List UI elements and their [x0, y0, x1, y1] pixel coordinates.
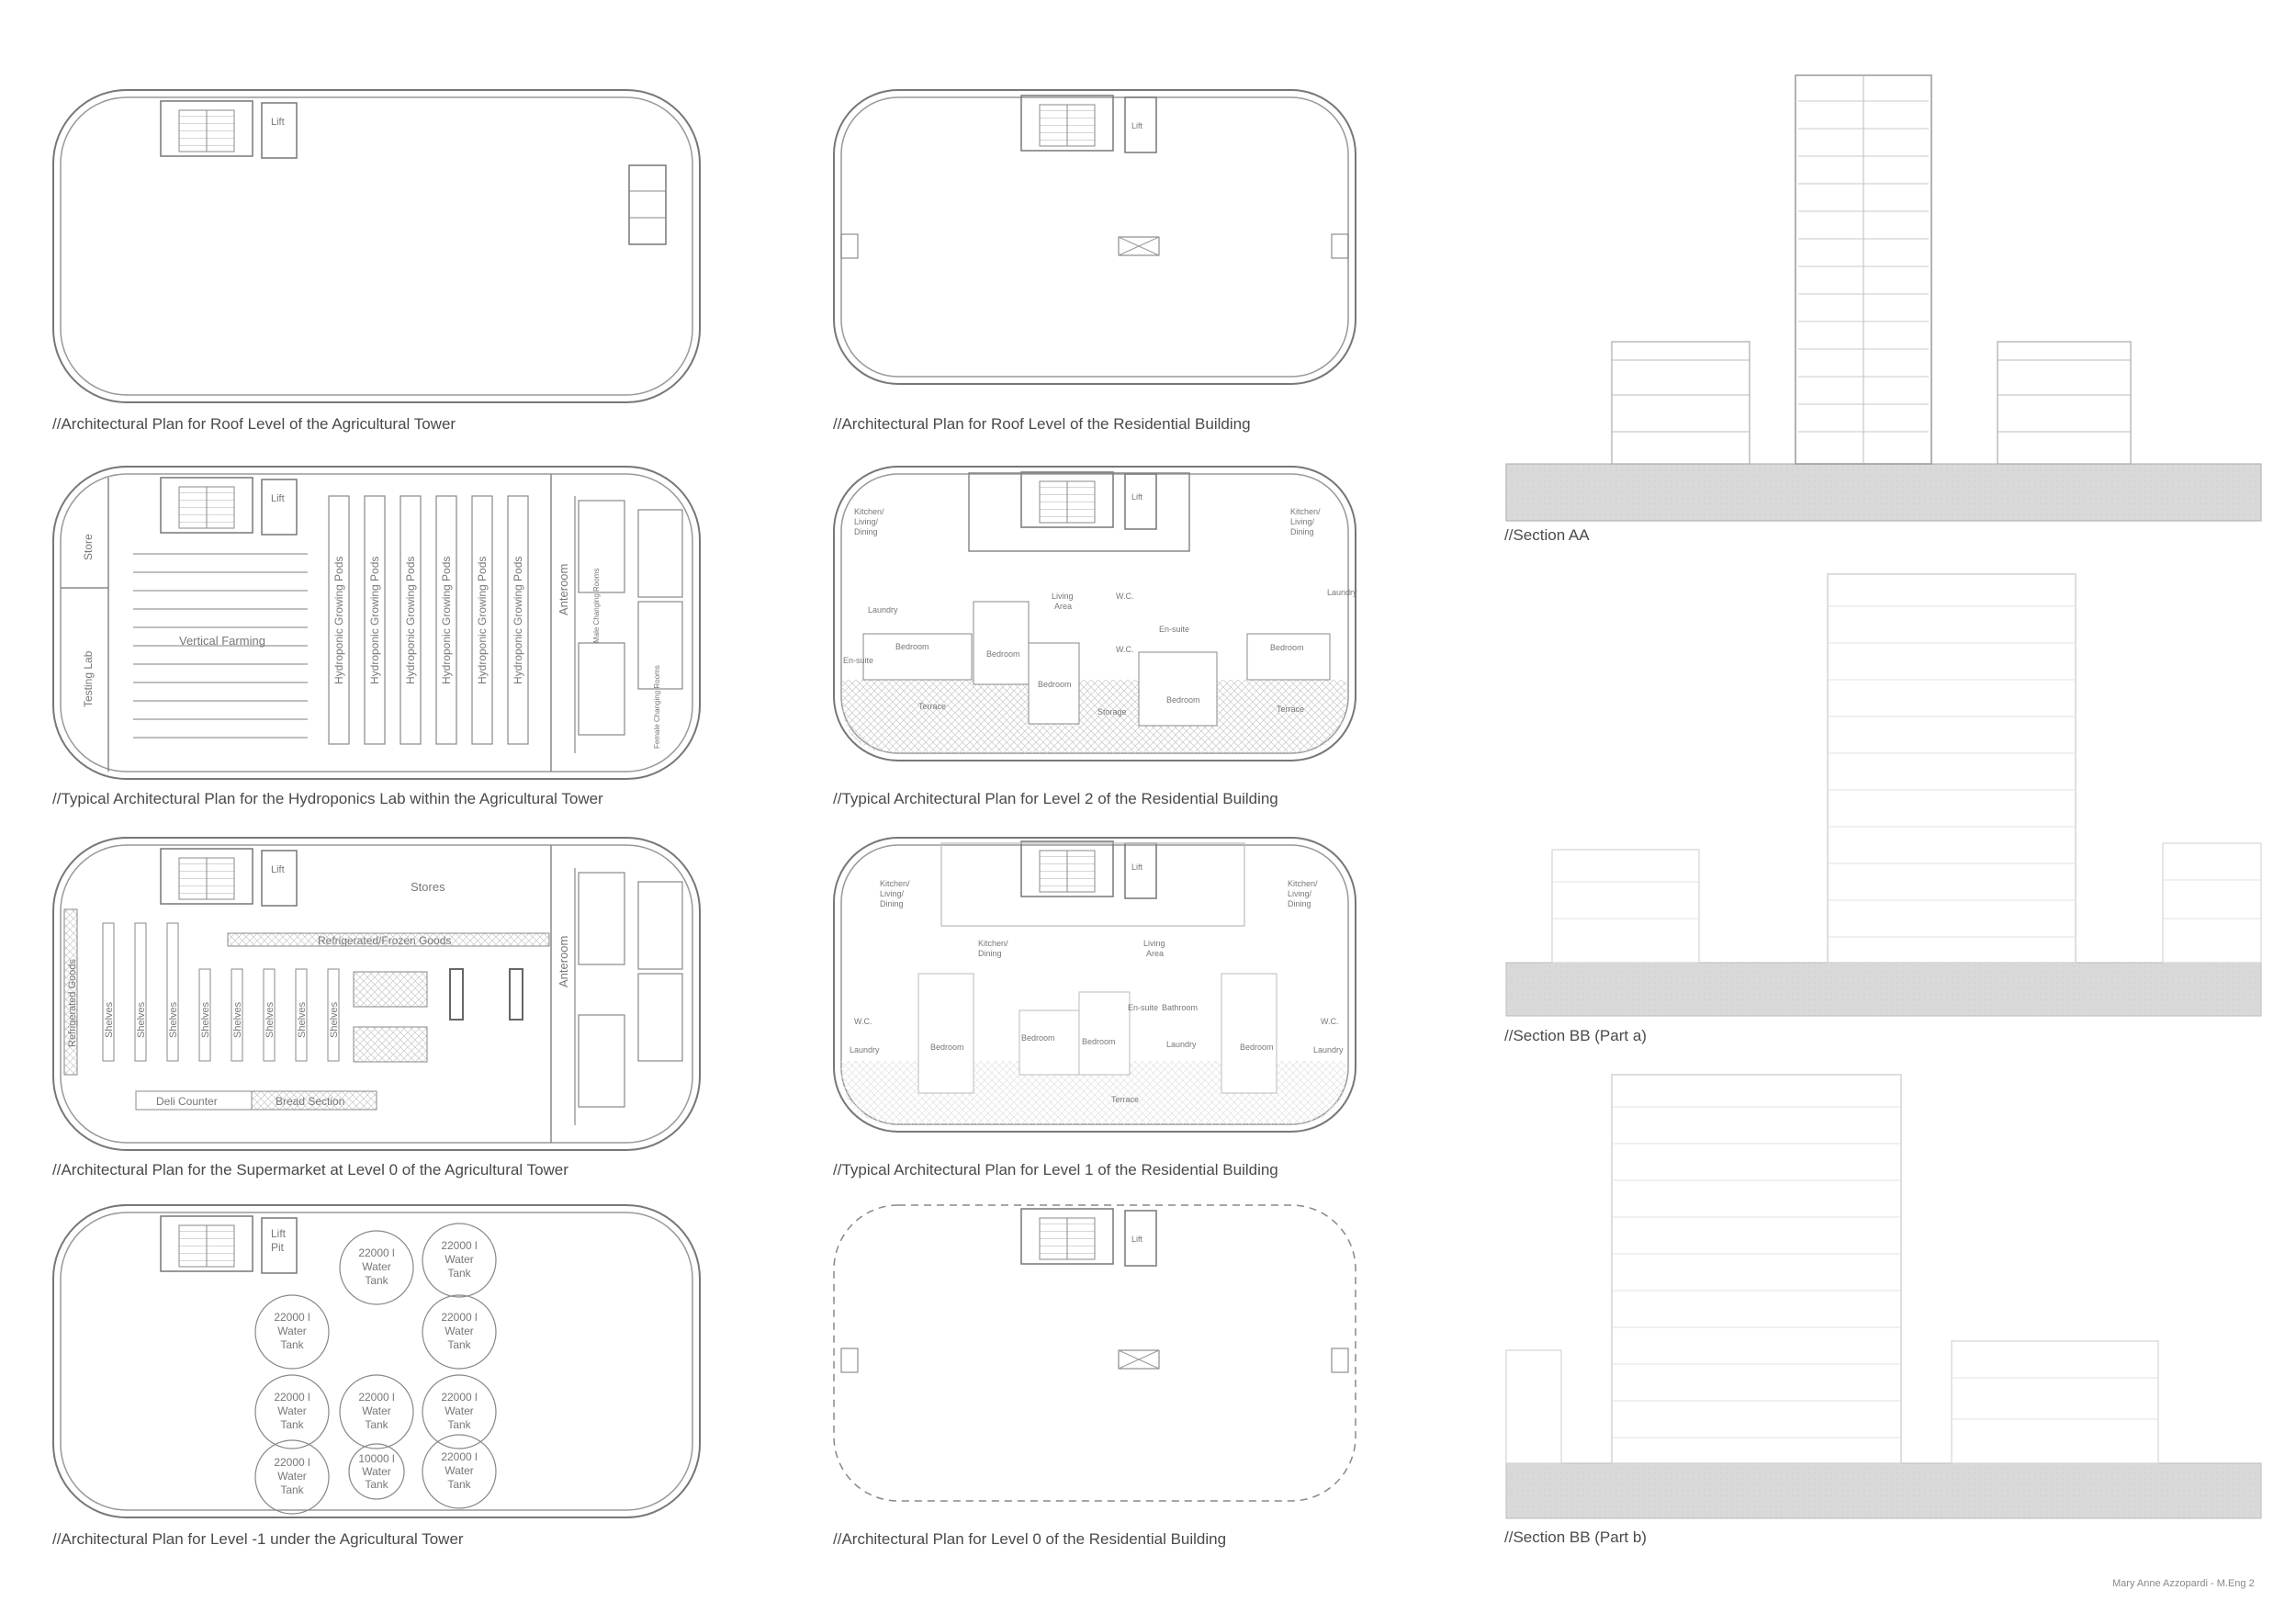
- caption-ag-roof: //Architectural Plan for Roof Level of the Agricultural Tower: [52, 415, 456, 433]
- shelves-label: Shelves: [200, 1001, 211, 1038]
- kitchen-label: Kitchen/: [854, 507, 884, 516]
- caption-res-roof: //Architectural Plan for Roof Level of the Residential Building: [833, 415, 1251, 433]
- tank-water: Water: [362, 1465, 391, 1478]
- tank-word: Tank: [365, 1418, 388, 1431]
- bedroom-label: Bedroom: [986, 649, 1020, 659]
- tank-cap: 22000 l: [274, 1311, 310, 1324]
- bedroom-label: Bedroom: [1038, 680, 1072, 689]
- living-label: Living: [1143, 939, 1165, 948]
- caption-res-level-1: //Typical Architectural Plan for Level 1 of the Residential Building: [833, 1161, 1278, 1179]
- plan-res-roof: [834, 90, 1356, 384]
- kitchen-label: Dining: [1290, 527, 1314, 536]
- stores-label: Stores: [411, 880, 445, 894]
- tank-word: Tank: [447, 1418, 471, 1431]
- testing-lab-label: Testing Lab: [82, 650, 95, 707]
- plan-res-level-1: [834, 838, 1356, 1132]
- tank-water: Water: [445, 1325, 474, 1337]
- pod-label-4: Hydroponic Growing Pods: [440, 556, 453, 684]
- wc-label: W.C.: [1116, 592, 1134, 601]
- shelves-label: Shelves: [232, 1001, 243, 1038]
- lift-label: Lift: [1131, 1235, 1143, 1244]
- vertical-farming-label: Vertical Farming: [179, 634, 265, 648]
- tank-cap: 22000 l: [441, 1391, 478, 1404]
- male-changing-label: Male Changing Rooms: [592, 568, 601, 643]
- section-bb-part-a: [1506, 574, 2261, 1016]
- tank-word: Tank: [365, 1274, 388, 1287]
- tank-word: Tank: [280, 1338, 304, 1351]
- living-label: Area: [1054, 602, 1073, 611]
- section-aa: [1506, 75, 2261, 521]
- tank-water: Water: [277, 1470, 307, 1483]
- tank-word: Tank: [365, 1478, 388, 1491]
- female-changing-label: Female Changing Rooms: [653, 665, 661, 749]
- tank-water: Water: [277, 1404, 307, 1417]
- tank-cap: 22000 l: [441, 1450, 478, 1463]
- terrace-label: Terrace: [1277, 705, 1305, 714]
- tank-cap: 22000 l: [274, 1456, 310, 1469]
- kitchen-label: Living/: [1288, 889, 1312, 898]
- plan-ag-supermarket: [53, 838, 700, 1150]
- bedroom-label: Bedroom: [930, 1043, 964, 1052]
- tank-word: Tank: [280, 1418, 304, 1431]
- bread-section-label: Bread Section: [276, 1095, 345, 1108]
- tank-water: Water: [445, 1253, 474, 1266]
- ensuite-label: En-suite: [843, 656, 874, 665]
- kitchen-label: Living/: [1290, 517, 1315, 526]
- wc-label: W.C.: [1116, 645, 1134, 654]
- ensuite-label: En-suite: [1128, 1003, 1159, 1012]
- kitchen-label: Kitchen/: [880, 879, 910, 888]
- kitchen-label: Dining: [880, 899, 904, 908]
- tank-water: Water: [277, 1325, 307, 1337]
- lift-label: Lift: [271, 117, 285, 128]
- anteroom-label: Anteroom: [557, 935, 570, 987]
- lift-label: Lift: [271, 864, 285, 875]
- laundry-label: Laundry: [1166, 1040, 1197, 1049]
- kitchen-dining-label: Kitchen/: [978, 939, 1008, 948]
- shelves-label: Shelves: [136, 1001, 147, 1038]
- kitchen-label: Dining: [854, 527, 878, 536]
- tank-word: Tank: [447, 1478, 471, 1491]
- terrace-label: Terrace: [1111, 1095, 1140, 1104]
- tank-cap: 22000 l: [358, 1246, 395, 1259]
- refrigerated-goods-label: Refrigerated Goods: [67, 959, 78, 1047]
- lift-label: Lift: [1131, 121, 1143, 130]
- wc-label: W.C.: [1321, 1017, 1339, 1026]
- caption-ag-supermarket: //Architectural Plan for the Supermarket at Level 0 of the Agricultural Tower: [52, 1161, 568, 1179]
- tank-cap: 22000 l: [441, 1239, 478, 1252]
- pod-label-2: Hydroponic Growing Pods: [368, 556, 381, 684]
- kitchen-label: Living/: [880, 889, 905, 898]
- plan-res-level-0: [834, 1205, 1356, 1501]
- tank-word: Tank: [447, 1338, 471, 1351]
- tank-word: Tank: [447, 1267, 471, 1280]
- shelves-label: Shelves: [104, 1001, 115, 1038]
- caption-ag-level-minus-1: //Architectural Plan for Level -1 under the Agricultural Tower: [52, 1530, 464, 1548]
- lift-label: Lift: [1131, 863, 1143, 872]
- bathroom-label: Bathroom: [1162, 1003, 1199, 1012]
- kitchen-label: Kitchen/: [1288, 879, 1318, 888]
- terrace-label: Terrace: [918, 702, 947, 711]
- anteroom-label: Anteroom: [557, 563, 570, 615]
- pod-label-6: Hydroponic Growing Pods: [512, 556, 524, 684]
- caption-section-aa: //Section AA: [1504, 526, 1590, 544]
- bedroom-label: Bedroom: [1166, 695, 1200, 705]
- caption-section-bb-b: //Section BB (Part b): [1504, 1528, 1647, 1546]
- refrigerated-frozen-label: Refrigerated/Frozen Goods: [318, 934, 452, 947]
- tank-cap: 22000 l: [274, 1391, 310, 1404]
- bedroom-label: Bedroom: [895, 642, 929, 651]
- pod-label-5: Hydroponic Growing Pods: [476, 556, 489, 684]
- laundry-label: Laundry: [850, 1045, 880, 1054]
- deli-counter-label: Deli Counter: [156, 1095, 218, 1108]
- living-label: Area: [1146, 949, 1165, 958]
- plan-ag-hydroponics: [53, 467, 700, 779]
- shelves-label: Shelves: [168, 1001, 179, 1038]
- water-tanks: [255, 1224, 496, 1514]
- tank-cap: 22000 l: [441, 1311, 478, 1324]
- kitchen-label: Kitchen/: [1290, 507, 1321, 516]
- store-label: Store: [82, 534, 95, 560]
- tank-water: Water: [362, 1260, 391, 1273]
- tank-word: Tank: [280, 1483, 304, 1496]
- section-bb-part-b: [1506, 1075, 2261, 1518]
- tank-cap: 22000 l: [358, 1391, 395, 1404]
- kitchen-dining-label: Dining: [978, 949, 1002, 958]
- shelves-label: Shelves: [297, 1001, 308, 1038]
- tank-cap: 10000 l: [358, 1452, 395, 1465]
- lift-label: Lift: [1131, 492, 1143, 502]
- wc-label: W.C.: [854, 1017, 872, 1026]
- kitchen-label: Dining: [1288, 899, 1311, 908]
- laundry-label: Laundry: [1327, 588, 1357, 597]
- bedroom-label: Bedroom: [1240, 1043, 1274, 1052]
- tank-water: Water: [445, 1404, 474, 1417]
- shelves-label: Shelves: [329, 1001, 340, 1038]
- shelves-label: Shelves: [264, 1001, 276, 1038]
- bedroom-label: Bedroom: [1082, 1037, 1116, 1046]
- caption-res-level-0: //Architectural Plan for Level 0 of the Residential Building: [833, 1530, 1227, 1548]
- ensuite-label: En-suite: [1159, 625, 1190, 634]
- living-label: Living: [1052, 592, 1074, 601]
- hydroponic-pods: [329, 496, 528, 744]
- caption-res-level-2: //Typical Architectural Plan for Level 2 of the Residential Building: [833, 790, 1278, 807]
- plan-ag-roof: [53, 90, 700, 402]
- laundry-label: Laundry: [1313, 1045, 1344, 1054]
- tank-water: Water: [445, 1464, 474, 1477]
- pod-label-1: Hydroponic Growing Pods: [332, 556, 345, 684]
- caption-ag-hydroponics: //Typical Architectural Plan for the Hydroponics Lab within the Agricultural Tower: [52, 790, 603, 807]
- author-credit: Mary Anne Azzopardi - M.Eng 2: [2112, 1578, 2255, 1589]
- plan-ag-level-minus-1: [53, 1205, 700, 1517]
- tank-water: Water: [362, 1404, 391, 1417]
- plan-res-level-2: [834, 467, 1357, 761]
- pod-label-3: Hydroponic Growing Pods: [404, 556, 417, 684]
- caption-section-bb-a: //Section BB (Part a): [1504, 1027, 1647, 1044]
- bedroom-label: Bedroom: [1021, 1033, 1055, 1043]
- lift-pit-label-2: Pit: [271, 1241, 285, 1254]
- lift-label: Lift: [271, 493, 285, 504]
- laundry-label: Laundry: [868, 605, 898, 615]
- kitchen-label: Living/: [854, 517, 879, 526]
- lift-pit-label-1: Lift: [271, 1227, 287, 1240]
- storage-label: Storage: [1097, 707, 1127, 716]
- bedroom-label: Bedroom: [1270, 643, 1304, 652]
